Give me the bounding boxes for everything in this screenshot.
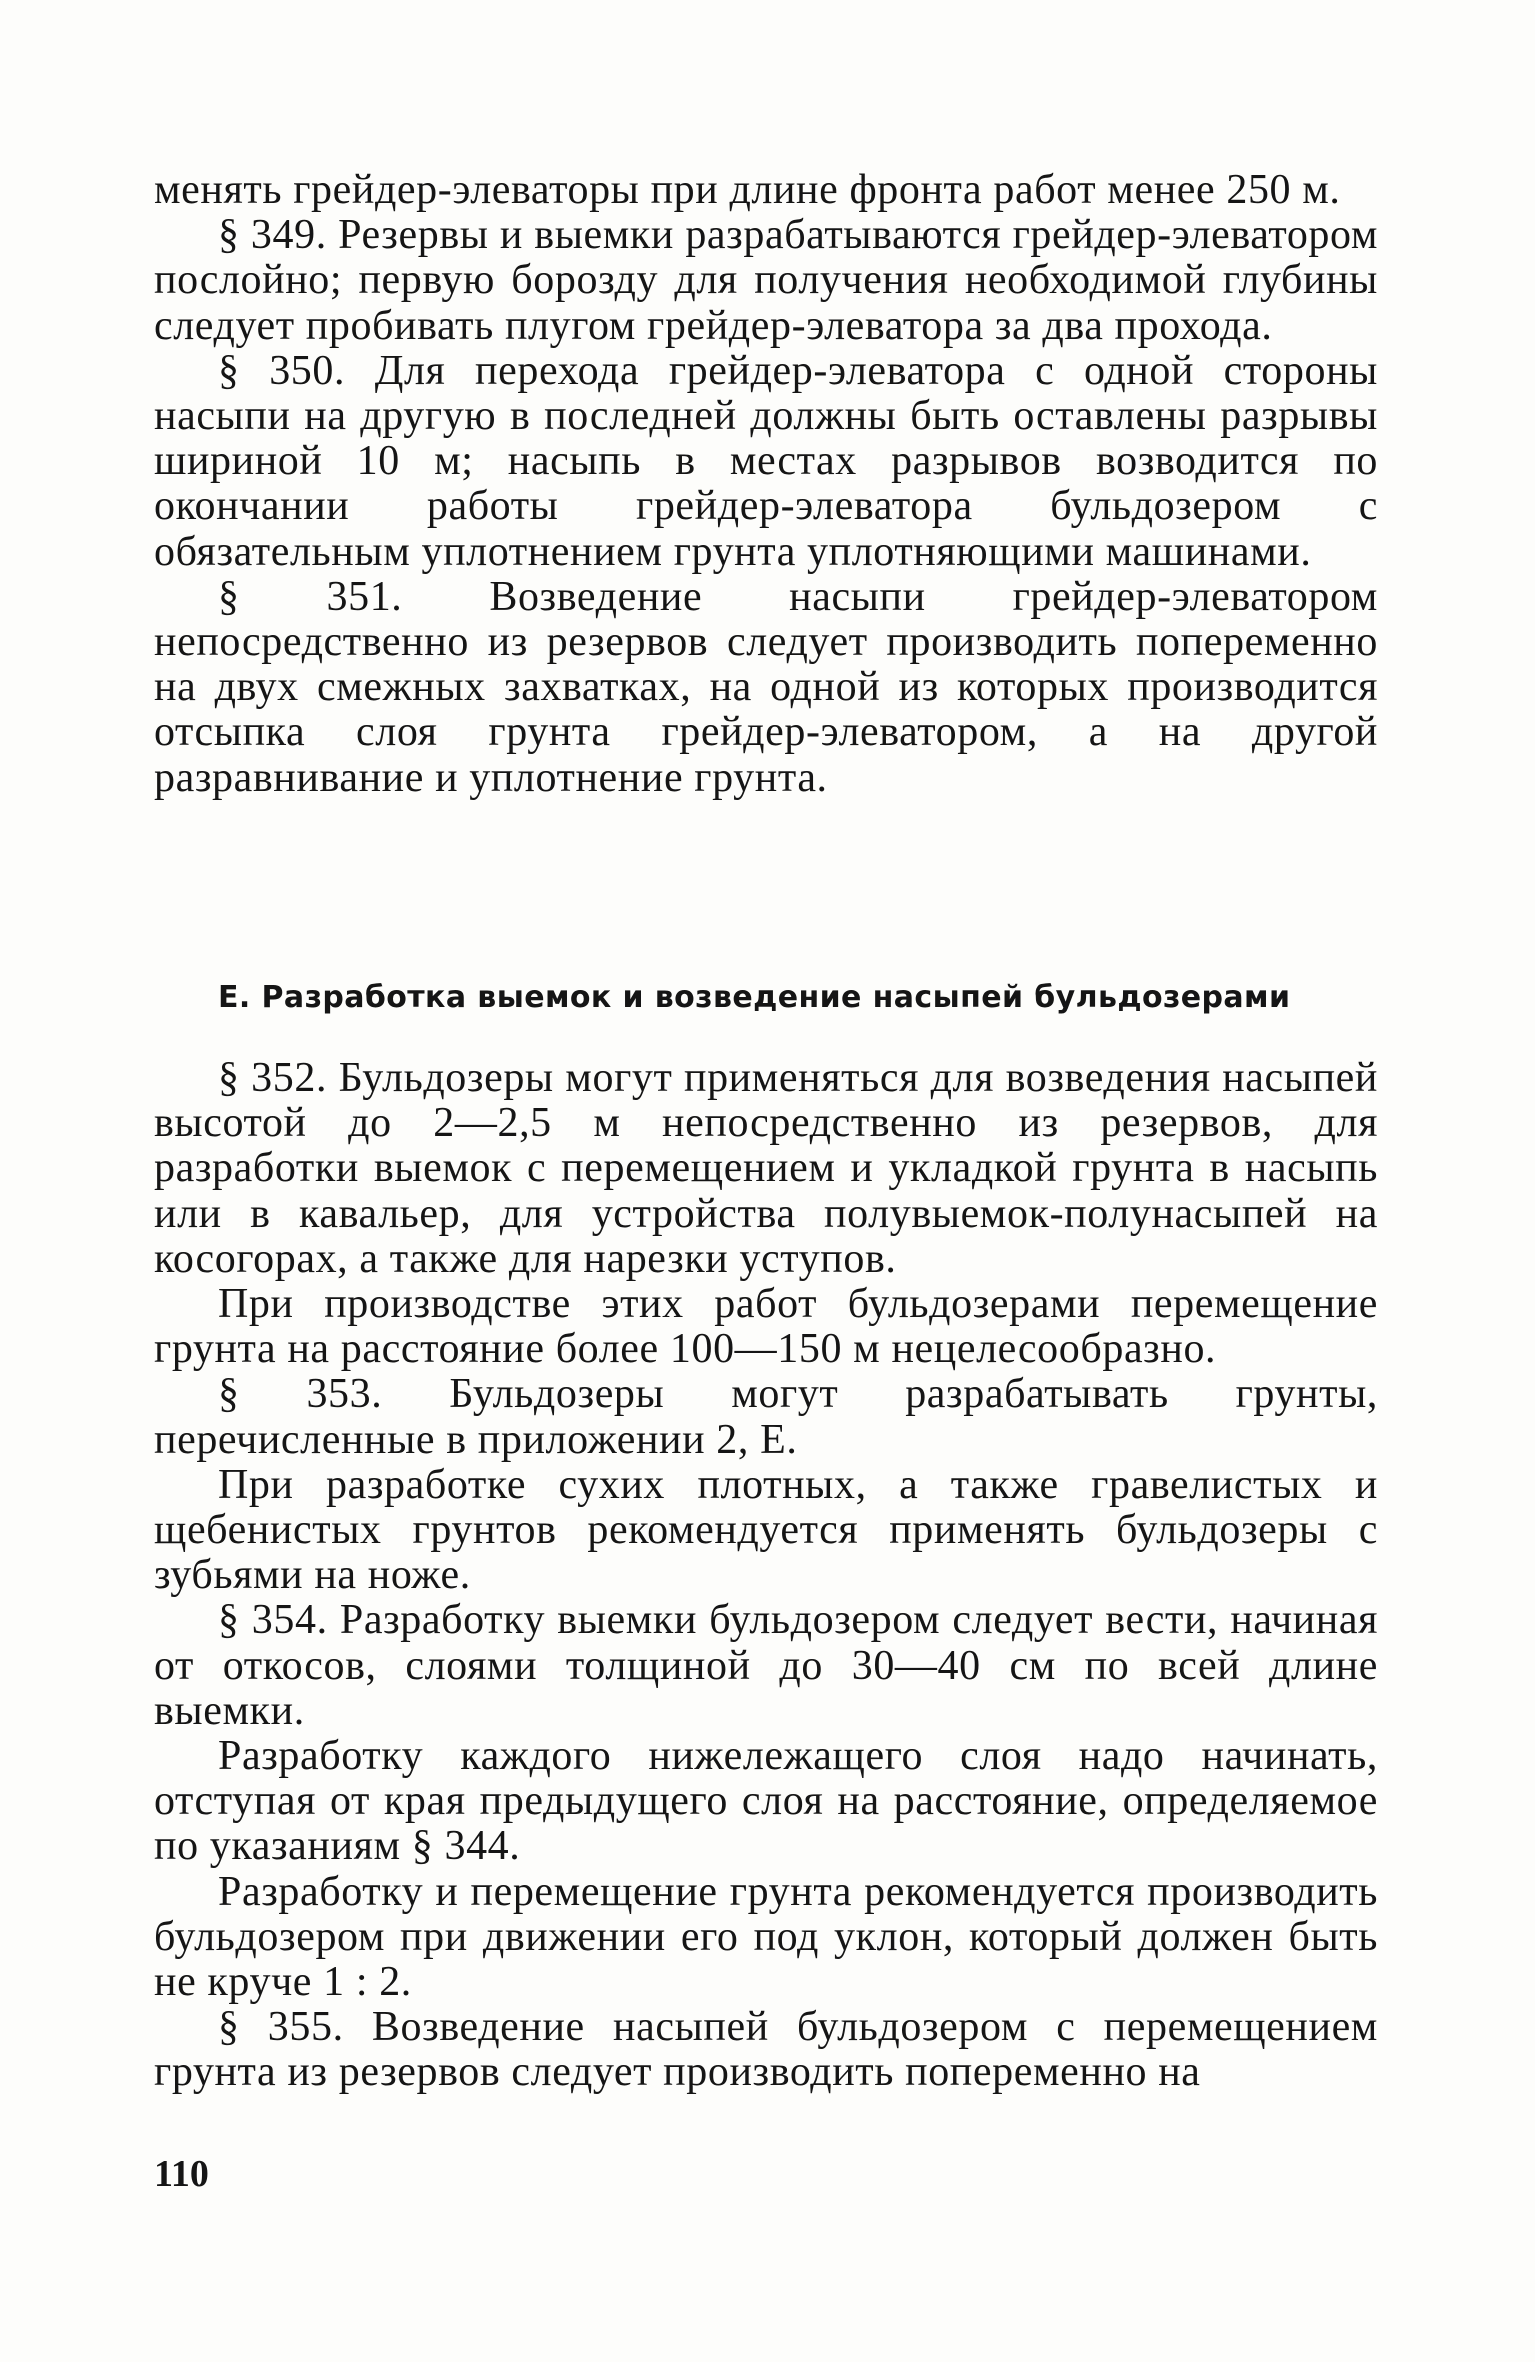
paragraph-353-note: При разработке сухих плотных, а также гравелистых и щебенистых грунтов рекомендуется применять бульдозеры с зубьями на ноже.: [154, 1461, 1378, 1599]
paragraph-349: § 349. Резервы и выемки разрабатываются грейдер-элеватором послойно; первую борозду для получения необходимой глубины следует пробивать плугом грейдер-элеватора за два прохода.: [154, 212, 1378, 349]
paragraph-353: § 353. Бульдозеры могут разрабатывать грунты, перечисленные в приложении 2, Е.: [154, 1371, 1378, 1463]
paragraph-354-note-1: Разработку каждого нижележащего слоя надо начинать, отступая от края предыдущего слоя на расстояние, определяемое по указаниям § 344.: [154, 1733, 1378, 1870]
paragraph-continued: менять грейдер-элеваторы при длине фронта работ менее 250 м.: [154, 167, 1341, 213]
paragraph-354-note-2: Разработку и перемещение грунта рекомендуется производить бульдозером при движении его под уклон, который должен быть не круче 1 : 2.: [154, 1868, 1378, 2006]
paragraph-350: § 350. Для перехода грейдер-элеватора с одной стороны насыпи на другую в последней должны быть оставлены разрывы шириной 10 м; насыпь в местах разрывов возводится по окончании работы грейдер-элеватора бульдозером с обязательным уплотнением грунта уплотняющими машинами.: [154, 347, 1378, 575]
paragraph-352: § 352. Бульдозеры могут применяться для возведения насыпей высотой до 2—2,5 м непосредственно из резервов, для разработки выемок с перемещением и укладкой грунта в насыпь или в кавальер, для устройства полувыемок-полунасыпей на косогорах, а также для нарезки уступов.: [154, 1055, 1378, 1282]
text-block-top: [154, 168, 1378, 801]
page-number: 110: [154, 2153, 209, 2195]
text-block-bottom: [154, 1056, 1378, 2096]
paragraph-352-note: При производстве этих работ бульдозерами перемещение грунта на расстояние более 100—150 м нецелесообразно.: [154, 1281, 1378, 1373]
paragraph-355: § 355. Возведение насыпей бульдозером с перемещением грунта из резервов следует производить попеременно на: [154, 2004, 1378, 2096]
paragraph-351: § 351. Возведение насыпи грейдер-элеватором непосредственно из резервов следует производить попеременно на двух смежных захватках, на одной из которых производится отсыпка слоя грунта грейдер-элеватором, а на другой разравнивание и уплотнение грунта.: [154, 573, 1378, 801]
paragraph-354: § 354. Разработку выемки бульдозером следует вести, начиная от откосов, слоями толщиной до 30—40 см по всей длине выемки.: [154, 1597, 1378, 1734]
section-heading: Е. Разработка выемок и возведение насыпей бульдозерами: [218, 980, 1291, 1015]
